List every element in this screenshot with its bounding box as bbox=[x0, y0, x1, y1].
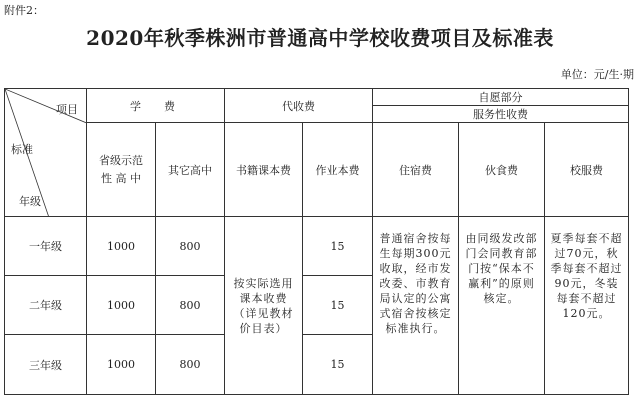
textbook-header: 书籍课本费 bbox=[225, 123, 303, 217]
voluntary-header: 自愿部分 bbox=[373, 89, 629, 106]
tuition-header: 学 费 bbox=[87, 89, 225, 123]
exercise-fee-cell: 15 bbox=[303, 276, 373, 335]
attachment-label: 附件2： bbox=[4, 4, 44, 17]
table-row bbox=[5, 217, 629, 276]
grade-cell: 二年级 bbox=[5, 276, 87, 335]
other-fee-cell: 800 bbox=[156, 335, 225, 395]
meals-header: 伙食费 bbox=[459, 123, 545, 217]
other-fee-cell: 800 bbox=[156, 217, 225, 276]
other-fee-cell: 800 bbox=[156, 276, 225, 335]
unit-label: 单位：元/生·期 bbox=[560, 68, 634, 81]
corner-item-label: 项目 bbox=[56, 103, 78, 116]
grade-cell: 三年级 bbox=[5, 335, 87, 395]
exercise-fee-cell: 15 bbox=[303, 335, 373, 395]
exercise-fee-cell: 15 bbox=[303, 217, 373, 276]
meals-note: 由同级发改部门会同教育部门按“保本不赢利”的原则核定。 bbox=[459, 217, 545, 395]
lodging-note: 普通宿舍按每生每期300元收取，经市发改委、市教育局认定的公寓式宿舍按核定标准执行。 bbox=[373, 217, 459, 395]
uniform-header: 校服费 bbox=[545, 123, 629, 217]
grade-cell: 一年级 bbox=[5, 217, 87, 276]
provincial-fee-cell: 1000 bbox=[87, 335, 156, 395]
other-school-header: 其它高中 bbox=[156, 123, 225, 217]
corner-header-cell bbox=[5, 89, 87, 217]
agency-header: 代收费 bbox=[225, 89, 373, 123]
provincial-fee-cell: 1000 bbox=[87, 276, 156, 335]
corner-grade-label: 年级 bbox=[19, 195, 41, 208]
lodging-header: 住宿费 bbox=[373, 123, 459, 217]
service-fee-header: 服务性收费 bbox=[373, 106, 629, 123]
provincial-fee-cell: 1000 bbox=[87, 217, 156, 276]
provincial-header: 省级示范 性 高 中 bbox=[87, 123, 156, 217]
page-title: 2020年秋季株洲市普通高中学校收费项目及标准表 bbox=[86, 26, 554, 50]
uniform-note: 夏季每套不超过70元，秋季每套不超过90元，冬装每套不超过120元。 bbox=[545, 217, 629, 395]
fee-table bbox=[4, 88, 629, 395]
corner-standard-label: 标准 bbox=[11, 143, 33, 156]
exercise-header: 作业本费 bbox=[303, 123, 373, 217]
textbook-note: 按实际选用课本收费（详见教材价目表） bbox=[225, 217, 303, 395]
